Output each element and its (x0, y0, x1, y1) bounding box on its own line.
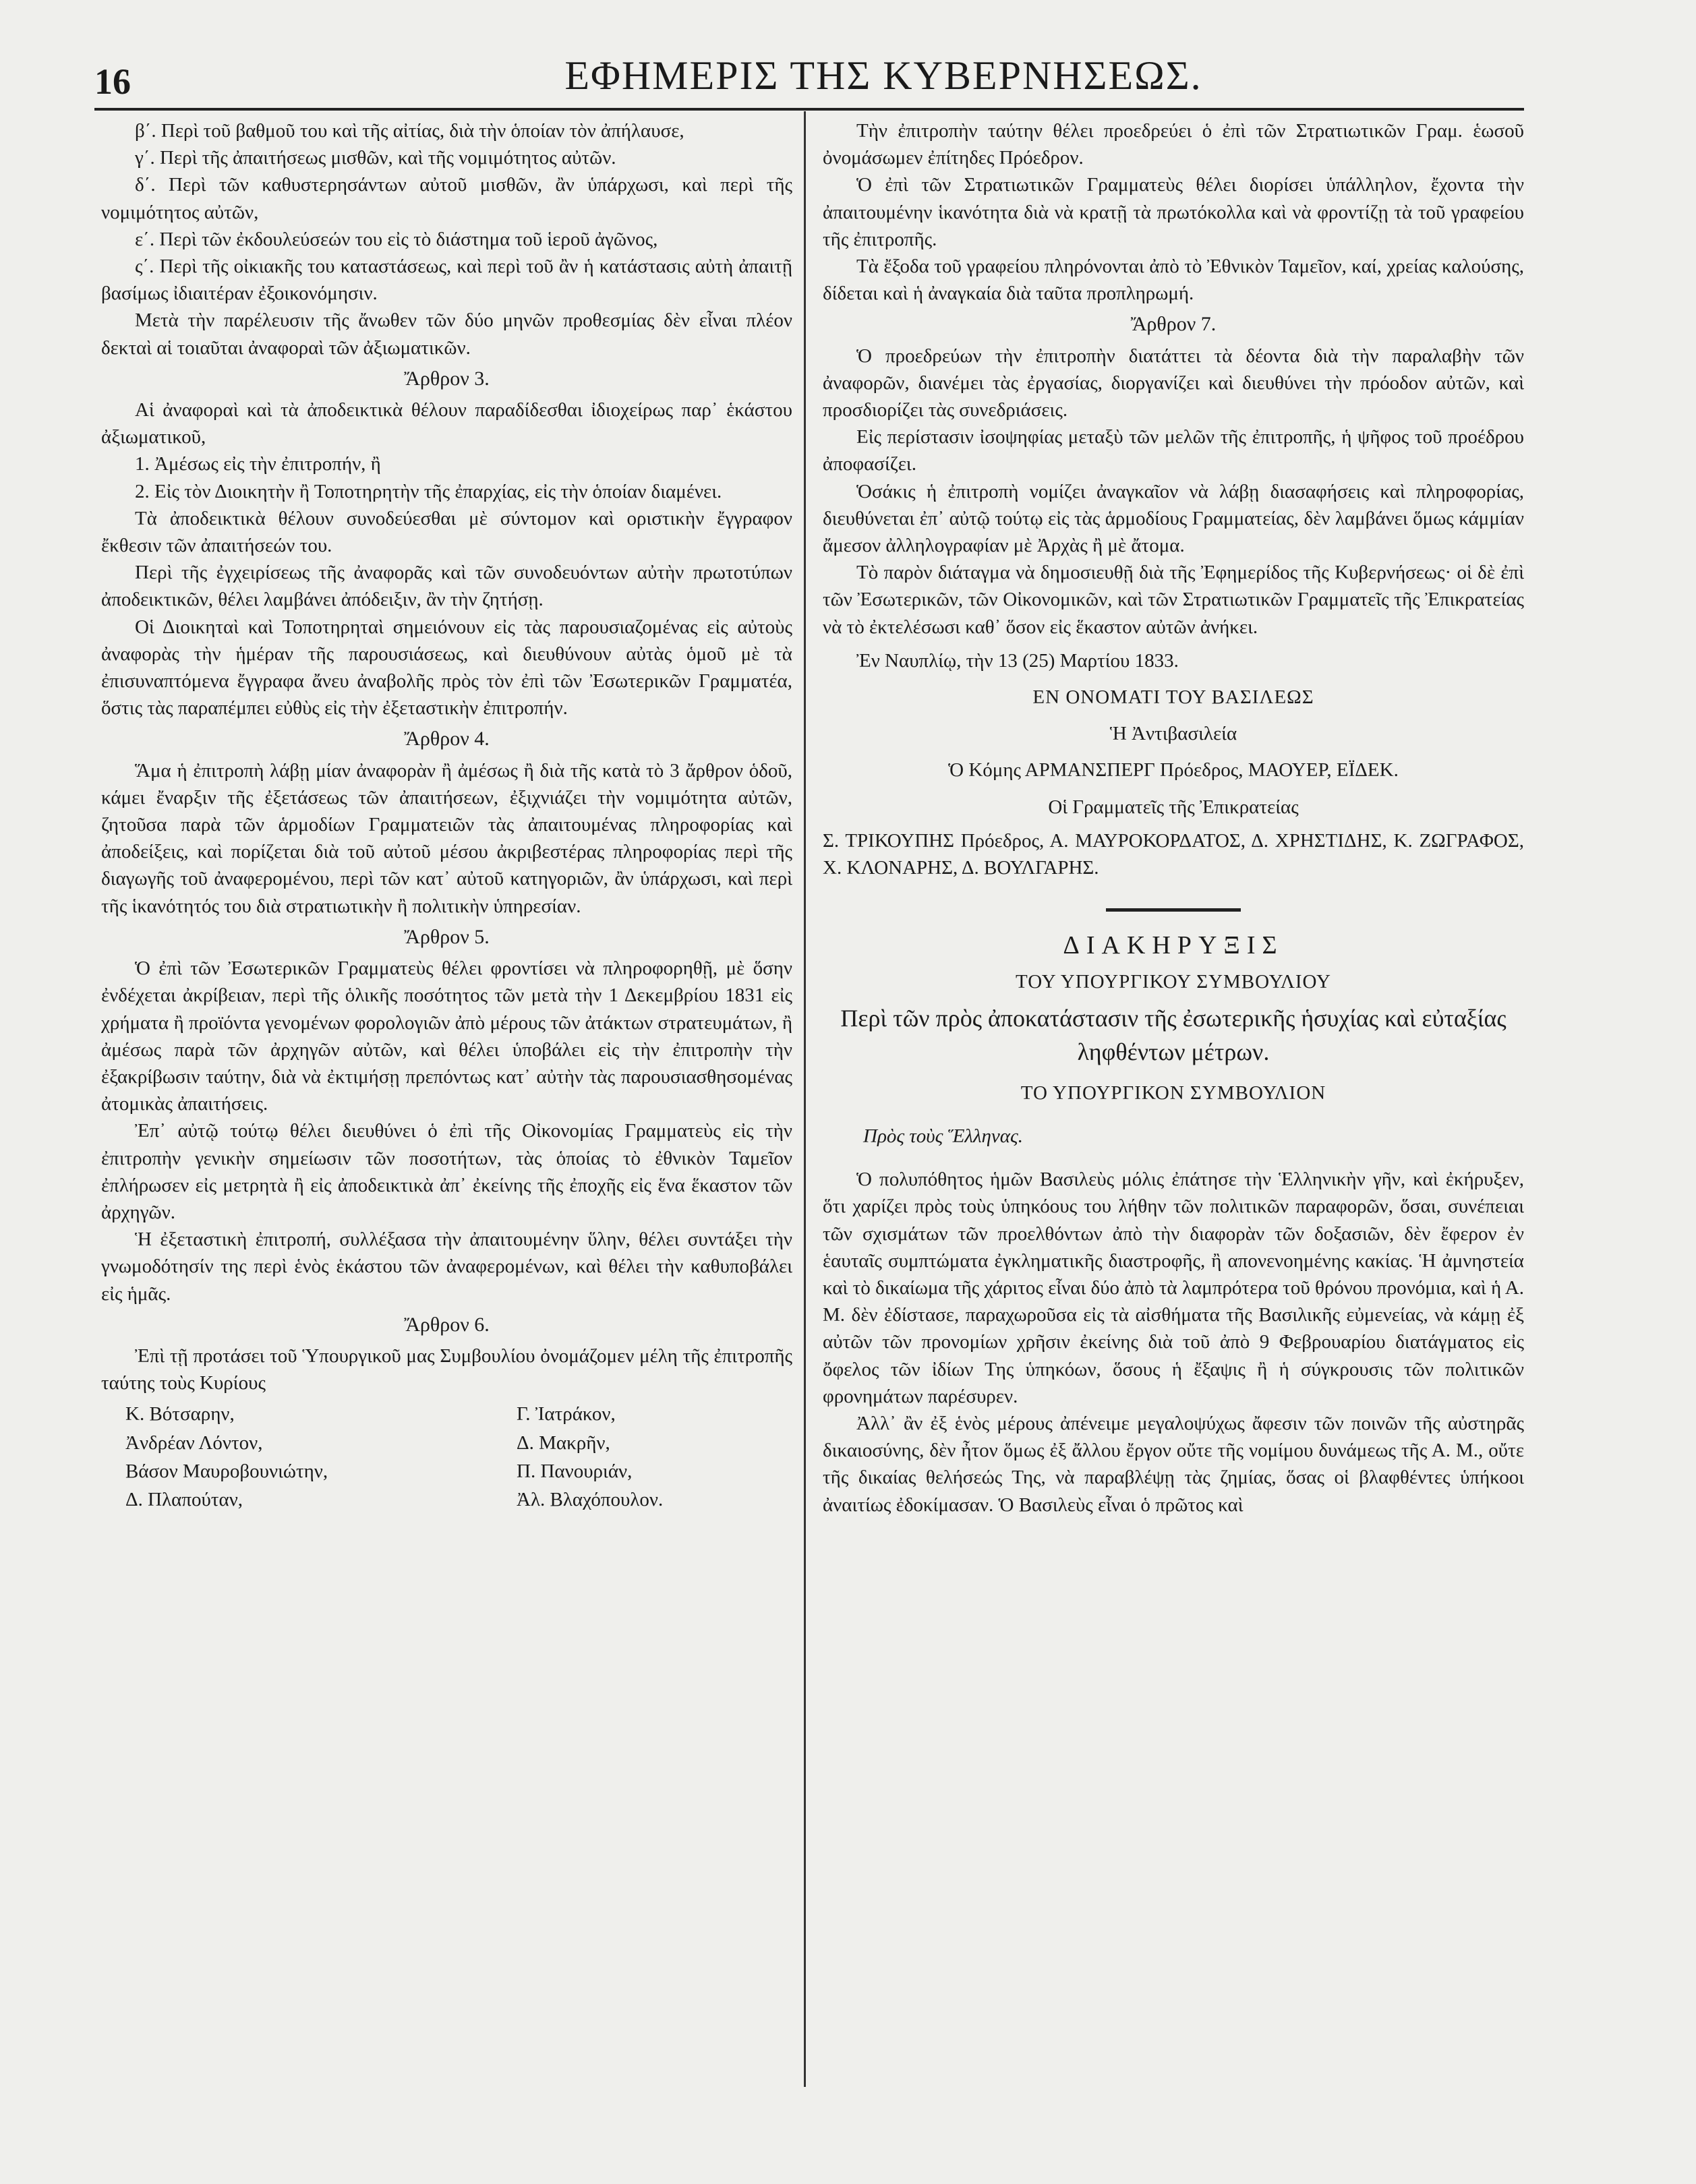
page-number: 16 (94, 61, 131, 102)
dateline: Ἐν Ναυπλίῳ, τὴν 13 (25) Μαρτίου 1833. (856, 649, 1179, 672)
declaration-subtitle: ΤΟΥ ΥΠΟΥΡΓΙΚΟΥ ΣΥΜΒΟΥΛΙΟΥ (1016, 971, 1331, 993)
member-name: Π. Πανουριάν, (517, 1460, 633, 1482)
article-3-paragraph: Οἱ Διοικηταὶ καὶ Τοποτηρηταὶ σημειόνουν εἰς τὰς παρουσιαζομένας εἰς αὐτοὺς ἀναφορὰς τὴν ἡμέραν τῆς παρουσιάσεως, καὶ διευθύνουν αὐτὰς ὁμοῦ μὲ τὰ ἐπισυναπτόμενα ἔγγραφα ἄνευ ἀναβολῆς πρὸς τὸν ἐπὶ τῶν Ἐσωτερικῶν Γραμματέα, ὅστις τὰς παραπέμπει εὐθὺς εἰς τὴν ἐξεταστικὴν ἐπιτροπήν. (101, 616, 792, 719)
address-line: Πρὸς τοὺς Ἕλληνας. (863, 1125, 1023, 1147)
article-5-paragraph: Ἡ ἐξεταστικὴ ἐπιτροπή, συλλέξασα τὴν ἀπαιτουμένην ὕλην, θέλει συντάξει τὴν γνωμοδότησίν της περὶ ἑνὸς ἑκάστου τῶν ἀναφερομένων, καὶ θέλει τὴν καθυποβάλει εἰς ἡμᾶς. (101, 1229, 792, 1305)
member-name: Ἀνδρέαν Λόντον, (125, 1432, 263, 1454)
item-d: δ΄. Περὶ τῶν καθυστερησάντων αὐτοῦ μισθῶν, ἂν ὑπάρχωσι, καὶ περὶ τῆς νομιμότητος αὐτῶν, (101, 174, 792, 223)
secretaries-heading: Οἱ Γραμματεῖς τῆς Ἐπικρατείας (1048, 796, 1299, 818)
running-head-title: ΕΦΗΜΕΡΙΣ ΤΗΣ ΚΥΒΕΡΝΗΣΕΩΣ. (564, 53, 1202, 98)
clerk-paragraph: Ὁ ἐπὶ τῶν Στρατιωτικῶν Γραμματεὺς θέλει διορίσει ὑπάλληλον, ἔχοντα τὴν ἀπαιτουμένην ἱκανότητα διὰ νὰ κρατῇ τὰ πρωτόκολλα καὶ νὰ φροντίζῃ τὰ τοῦ γραφείου τῆς ἐπιτροπῆς. (823, 174, 1524, 250)
member-name: Κ. Βότσαρην, (125, 1403, 235, 1425)
regency-members: Ὁ Κόμης ΑΡΜΑΝΣΠΕΡΓ Πρόεδρος, ΜΑΟΥΕΡ, ΕΪΔΕΚ. (948, 759, 1399, 781)
council-heading: ΤΟ ΥΠΟΥΡΓΙΚΟΝ ΣΥΜΒΟΥΛΙΟΝ (1020, 1082, 1326, 1104)
article-3-paragraph: Περὶ τῆς ἐγχειρίσεως τῆς ἀναφορᾶς καὶ τῶν συνοδευόντων αὐτὴν πρωτοτύπων ἀποδεικτικῶν, θέλει λαμβάνει ἀπόδειξιν, ἂν τὴν ζητήσῃ. (101, 562, 792, 611)
item-f: ς΄. Περὶ τῆς οἰκιακῆς του καταστάσεως, καὶ περὶ τοῦ ἂν ἡ κατάστασις αὐτὴ ἀπαιτῇ βασίμως ἰδιαιτέραν ἐξοικονόμησιν. (101, 256, 792, 305)
article-7-paragraph: Τὸ παρὸν διάταγμα νὰ δημοσιευθῇ διὰ τῆς Ἐφημερίδος τῆς Κυβερνήσεως· οἱ δὲ ἐπὶ τῶν Ἐσωτερικῶν, τῶν Οἰκονομικῶν, καὶ τῶν Στρατιωτικῶν Γραμματεῖς τῆς Ἐπικρατείας νὰ τὸ ἐκτελέσωσι καθ᾽ ὅσον εἰς ἕκαστον αὐτῶν ἀνήκει. (823, 562, 1524, 638)
article-3-item-2: 2. Εἰς τὸν Διοικητὴν ἢ Τοποτηρητὴν τῆς ἐπαρχίας, εἰς τὴν ὁποίαν διαμένει. (135, 480, 722, 502)
member-name: Γ. Ἰατράκον, (517, 1403, 616, 1425)
item-b: β΄. Περὶ τοῦ βαθμοῦ του καὶ τῆς αἰτίας, διὰ τὴν ὁποίαν τὸν ἀπήλαυσε, (135, 120, 684, 142)
article-7-paragraph: Εἰς περίστασιν ἰσοψηφίας μεταξὺ τῶν μελῶν τῆς ἐπιτροπῆς, ἡ ψῆφος τοῦ προέδρου ἀποφασίζει. (823, 426, 1524, 475)
article-4-heading: Ἄρθρον 4. (404, 728, 490, 750)
in-the-name-of-the-king: ΕΝ ΟΝΟΜΑΤΙ ΤΟΥ ΒΑΣΙΛΕΩΣ (1032, 686, 1314, 709)
header-rule (94, 108, 1524, 111)
article-3-heading: Ἄρθρον 3. (404, 367, 490, 390)
article-6-heading: Ἄρθρον 6. (404, 1313, 490, 1336)
article-3-paragraph: Αἱ ἀναφοραὶ καὶ τὰ ἀποδεικτικὰ θέλουν παραδίδεσθαι ἰδιοχείρως παρ᾽ ἑκάστου ἀξιωματικοῦ, (101, 399, 792, 448)
article-3-item-1: 1. Ἀμέσως εἰς τὴν ἐπιτροπήν, ἢ (135, 453, 381, 475)
article-5-paragraph: Ὁ ἐπὶ τῶν Ἐσωτερικῶν Γραμματεὺς θέλει φροντίσει νὰ πληροφορηθῇ, μὲ ὅσην ἐνδέχεται ἀκρίβειαν, περὶ τῆς ὁλικῆς ποσότητος τῶν μετὰ τὴν 1 Δεκεμβρίου 1831 εἰς χρήματα ἢ προϊόντα γενομένων φορολογιῶν ἀπὸ μέρους τῶν ἀτάκτων στρατευμάτων, ἢ ἀμέσως παρὰ τῶν ἀρχηγῶν αὐτῶν, καὶ θέλει ὑποβάλει εἰς τὴν ἐπιτροπὴν τὴν ἐξακρίβωσιν ταύτην, διὰ νὰ ἐκτιμήσῃ πρεπόντως κατ᾽ αὐτὴν τὰς παρουσιασθησομένας ἀτομικὰς ἀπαιτήσεις. (101, 957, 792, 1115)
declaration-topic: Περὶ τῶν πρὸς ἀποκατάστασιν τῆς ἐσωτερικῆς ἡσυχίας καὶ εὐταξίας ληφθέντων μέτρων. (840, 1004, 1507, 1065)
article-7-paragraph: Ὁσάκις ἡ ἐπιτροπὴ νομίζει ἀναγκαῖον νὰ λάβῃ διασαφήσεις καὶ πληροφορίας, διευθύνεται ἐπ᾽ αὐτῷ τούτῳ εἰς τὰς ἁρμοδίους Γραμματείας, δὲν λαμβάνει ὅμως κάμμίαν ἄμεσον ἀλληλογραφίαν μὲ Ἀρχὰς ἢ μὲ ἄτομα. (823, 480, 1524, 557)
item-c: γ΄. Περὶ τῆς ἀπαιτήσεως μισθῶν, καὶ τῆς νομιμότητος αὐτῶν. (135, 147, 616, 169)
article-7-paragraph: Ὁ προεδρεύων τὴν ἐπιτροπὴν διατάττει τὰ δέοντα διὰ τὴν παραλαβὴν τῶν ἀναφορῶν, διανέμει τὰς ἐργασίας, διοργανίζει καὶ διευθύνει τὴν πρόοδον αὐτῶν, καὶ προσδιορίζει τὰς συνεδριάσεις. (823, 345, 1524, 421)
declaration-paragraph: Ἀλλ᾽ ἂν ἐξ ἑνὸς μέρους ἀπένειμε μεγαλοψύχως ἄφεσιν τῶν ποινῶν τῆς αὐστηρᾶς δικαιοσύνης, δὲν ἦτον ὅμως ἐξ ἄλλου ἔργον οὔτε τῆς νομίμου δυνάμεως τῆς Α. Μ., οὔτε τῆς δικαίας θελήσεώς Της, νὰ παραβλέψῃ τὰς ζημίας, ὅσας οἱ βλαφθέντες ὑπήκοοι ἀναιτίως ἐδοκίμασαν. Ὁ Βασιλεὺς εἶναι ὁ πρῶτος καὶ (823, 1412, 1524, 1516)
member-name: Δ. Πλαπούταν, (125, 1488, 243, 1510)
left-column (101, 117, 792, 1513)
regency-heading: Ἡ Ἀντιβασιλεία (1109, 723, 1237, 745)
presidency-paragraph: Τὴν ἐπιτροπὴν ταύτην θέλει προεδρεύει ὁ ἐπὶ τῶν Στρατιωτικῶν Γραμ. ἑωσοῦ ὀνομάσωμεν ἐπίτηδες Πρόεδρον. (823, 120, 1524, 169)
article-6-paragraph: Ἐπὶ τῇ προτάσει τοῦ Ὑπουργικοῦ μας Συμβουλίου ὀνομάζομεν μέλη τῆς ἐπιτροπῆς ταύτης τοὺς Κυρίους (101, 1345, 792, 1394)
member-name: Ἀλ. Βλαχόπουλον. (517, 1488, 664, 1510)
expenses-paragraph: Τὰ ἔξοδα τοῦ γραφείου πληρόνονται ἀπὸ τὸ Ἐθνικὸν Ταμεῖον, καί, χρείας καλούσης, δίδεται καὶ ἡ ἀναγκαία διὰ ταῦτα προπληρωμή. (823, 256, 1524, 305)
section-rule (1106, 908, 1241, 912)
article-4-paragraph: Ἅμα ἡ ἐπιτροπὴ λάβῃ μίαν ἀναφορὰν ἢ ἀμέσως ἢ διὰ τῆς κατὰ τὸ 3 ἄρθρον ὁδοῦ, κάμει ἔναρξιν τῆς ἐξετάσεως τῶν ἀπαιτήσεων, ἐξιχνιάζει τὴν νομιμότητα αὐτῶν, ζητοῦσα παρὰ τῶν ἁρμοδίων Γραμματειῶν τὰς ἀπαιτουμένας πληροφορίας καὶ ἀποδείξεις, καὶ πορίζεται διὰ τοῦ αὐτοῦ μέσου ἀκριβεστέρας πληροφορίας περὶ τῆς διαγωγῆς τοῦ ἀναφερομένου, περὶ τῶν κατ᾽ αὐτοῦ κατηγοριῶν, ἂν ὑπάρχωσι, καὶ περὶ τῆς ἱκανότητός του διὰ στρατιωτικὴν ἢ πολιτικὴν ὑπηρεσίαν. (101, 759, 792, 917)
member-name: Δ. Μακρῆν, (517, 1432, 610, 1454)
deadline-paragraph: Μετὰ τὴν παρέλευσιν τῆς ἄνωθεν τῶν δύο μηνῶν προθεσμίας δὲν εἶναι πλέον δεκταὶ αἱ τοιαῦται ἀναφοραὶ τῶν ἀξιωματικῶν. (101, 309, 792, 359)
item-e: ε΄. Περὶ τῶν ἐκδουλεύσεών του εἰς τὸ διάστημα τοῦ ἱεροῦ ἀγῶνος, (135, 228, 658, 250)
article-3-paragraph: Τὰ ἀποδεικτικὰ θέλουν συνοδεύεσθαι μὲ σύντομον καὶ οριστικὴν ἔγγραφον ἔκθεσιν τῶν ἀπαιτήσεών του. (101, 507, 792, 557)
article-5-heading: Ἄρθρον 5. (404, 925, 490, 948)
column-divider (804, 111, 806, 2087)
member-name: Βάσον Μαυροβουνιώτην, (125, 1460, 328, 1482)
article-7-heading: Ἄρθρον 7. (1130, 313, 1217, 336)
right-column (823, 117, 1524, 1518)
declaration-title: ΔΙΑΚΗΡΥΞΙΣ (1063, 931, 1284, 960)
declaration-paragraph: Ὁ πολυπόθητος ἡμῶν Βασιλεὺς μόλις ἐπάτησε τὴν Ἑλληνικὴν γῆν, καὶ ἐκήρυξεν, ὅτι χαρίζει πρὸς τοὺς ὑπηκόους του λήθην τῶν πολιτικῶν παραφορῶν, ὅσαι, συνέπειαι τῶν σχισμάτων τῶν προελθόντων ἀπὸ τὴν διαφορὰν τῶν δοξασιῶν, δὲν ἔφερον ἐν ἑαυταῖς συμπτώματα ἐγκληματικῆς διαστροφῆς, ἢ απονενοημένης κακίας. Ἡ ἀμνηστεία καὶ τὸ δικαίωμα τῆς χάριτος εἶναι δύο ἀπὸ τὰ λαμπρότερα τοῦ θρόνου προνόμια, καὶ ἡ Α. Μ. δὲν ἐδίστασε, παραχωροῦσα εἰς τὰ αἰσθήματα τῆς Βασιλικῆς εὐμενείας, νὰ κάμῃ ἐξ αὐτῶν τῶν προνομίων χρῆσιν ἐκείνης διὰ τοῦ ἀπὸ 9 Φεβρουαρίου διατάγματος εἰς ὄφελος τῶν ἰδίων Της ὑπηκόων, ὅσους ἡ ἔξαψις ἢ ἡ σύγκρουσις τῶν πολιτικῶν φρονημάτων παρέσυρεν. (823, 1169, 1524, 1407)
article-5-paragraph: Ἐπ᾽ αὐτῷ τούτῳ θέλει διευθύνει ὁ ἐπὶ τῆς Οἰκονομίας Γραμματεὺς εἰς τὴν ἐπιτροπὴν γενικὴν σημείωσιν τῶν ποσοτήτων, τὰς ὁποίας τὸ ἐθνικὸν Ταμεῖον ἐπλήρωσεν εἰς μετρητὰ ἢ εἰς ἀποδεικτικὰ ἀπ᾽ ἐκείνης τῆς ἐποχῆς εἰς ἕνα ἕκαστον τῶν ἀρχηγῶν. (101, 1120, 792, 1223)
committee-members (125, 1400, 792, 1513)
secretaries-list: Σ. ΤΡΙΚΟΥΠΗΣ Πρόεδρος, Α. ΜΑΥΡΟΚΟΡΔΑΤΟΣ, Δ. ΧΡΗΣΤΙΔΗΣ, Κ. ΖΩΓΡΑΦΟΣ, Χ. ΚΛΟΝΑΡΗΣ, Δ. ΒΟΥΛΓΑΡΗΣ. (823, 829, 1524, 879)
